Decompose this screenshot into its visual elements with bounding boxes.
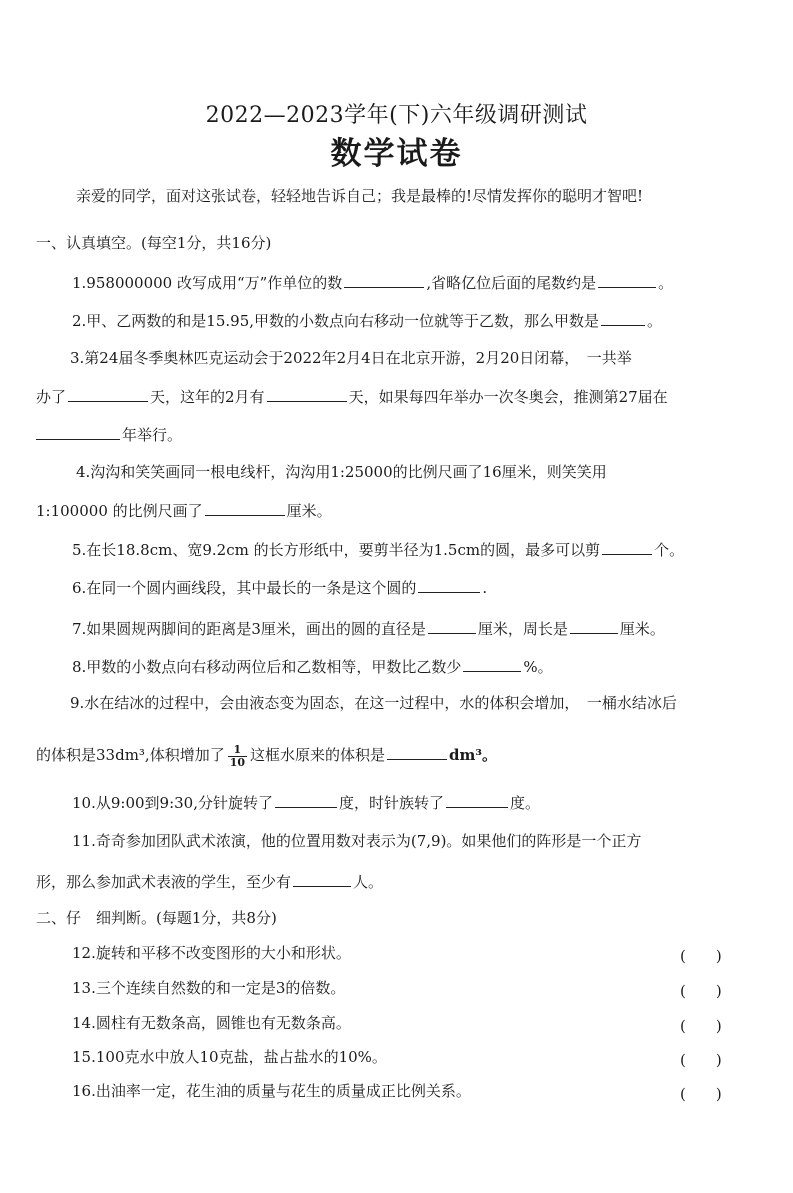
question-9-text-a: 的体积是33dm³,体积增加了 [36,746,225,764]
question-1-text-a: 1.958000000 改写成用“万”作单位的数 [72,274,343,292]
question-8 [72,656,553,677]
question-8-text-a: 8.甲数的小数点向右移动两位后和乙数相等，甲数比乙数少 [72,658,462,676]
greeting-text: 亲爱的同学，面对这张试卷，轻轻地告诉自己；我是最棒的!尽情发挥你的聪明才智吧! [76,187,644,205]
answer-blank[interactable] [205,500,285,516]
answer-blank[interactable] [68,386,148,402]
answer-parentheses[interactable]: ( ) [680,947,722,965]
question-2 [72,310,662,331]
answer-parentheses[interactable]: ( ) [680,1085,722,1103]
judge-item: 14.圆柱有无数条高，圆锥也有无数条高。 [72,1014,351,1032]
answer-blank[interactable] [428,618,476,634]
question-3-line-3 [36,424,182,445]
question-4-text-a: 1:100000 的比例尺画了 [36,502,203,520]
answer-blank[interactable] [463,656,521,672]
answer-parentheses[interactable]: ( ) [680,1017,722,1035]
exam-title: 2022—2023学年(下)六年级调研测试 [205,103,588,128]
question-1-text-c: 。 [658,274,674,292]
answer-blank[interactable] [601,310,645,326]
answer-blank[interactable] [418,577,480,593]
answer-parentheses[interactable]: ( ) [680,982,722,1000]
answer-parentheses[interactable]: ( ) [680,1051,722,1069]
judge-item: 15.100克水中放人10克盐，盐占盐水的10%。 [72,1048,387,1066]
question-2-text-b: 。 [647,312,663,330]
question-9-text-c: dm³。 [449,746,497,764]
question-3-line-2 [36,386,668,407]
question-11-line-1: 11.奇奇参加团队武术浓演，他的位置用数对表示为(7,9)。如果他们的阵形是一个正方 [72,832,642,850]
question-7-text-c: 厘米。 [619,620,665,638]
question-9-line-1: 9.水在结冰的过程中，会由液态变为固态，在这一过程中，水的体积会增加， 一桶水结冰后 [70,694,677,712]
judge-item: 16.出油率一定，花生油的质量与花生的质量成正比例关系。 [72,1082,471,1100]
question-9-text-b: 这框水原来的体积是 [250,746,386,764]
question-5-text-b: 个。 [654,541,685,559]
question-3-text-c: 天，如果每四年举办一次冬奥会，推测第27届在 [348,388,668,406]
question-7 [72,618,665,639]
question-10-text-a: 10.从9:00到9:30,分针旋转了 [72,794,273,812]
answer-blank[interactable] [36,424,120,440]
question-1 [72,272,673,293]
question-11-text-b: 人。 [353,873,384,891]
question-9-line-2 [36,742,497,769]
answer-blank[interactable] [446,792,508,808]
answer-blank[interactable] [293,871,351,887]
answer-blank[interactable] [387,744,447,760]
question-4-text-b: 厘米。 [286,502,332,520]
question-4-line-1: 4.沟沟和笑笑画同一根电线杆，沟沟用1:25000的比例尺画了16厘米，则笑笑用 [76,463,607,481]
question-2-text-a: 2.甲、乙两数的和是15.95,甲数的小数点向右移动一位就等于乙数，那么甲数是 [72,312,600,330]
question-3-text-a: 办了 [36,388,67,406]
question-11-text-a: 形，那么参加武术表液的学生，至少有 [36,873,292,891]
question-4-line-2 [36,500,332,521]
fraction-one-tenth [228,744,247,769]
question-7-text-b: 厘米，周长是 [477,620,568,638]
question-3-text-b: 天，这年的2月有 [150,388,265,406]
exam-subtitle: 数学试卷 [330,136,463,172]
question-5 [72,539,684,560]
question-5-text-a: 5.在长18.8cm、宽9.2cm 的长方形纸中，要剪半径为1.5cm的圆，最多可以剪 [72,541,601,559]
question-7-text-a: 7.如果圆规两脚间的距离是3厘米，画出的圆的直径是 [72,620,426,638]
question-1-text-b: ,省略亿位后面的尾数约是 [426,274,597,292]
question-10-text-b: 度，时针族转了 [339,794,445,812]
question-8-text-b: %。 [523,658,553,676]
question-10 [72,792,540,813]
fraction-denominator: 10 [229,755,246,769]
answer-blank[interactable] [275,792,337,808]
question-3-text-c2: 年举行。 [122,426,183,444]
answer-blank[interactable] [344,272,424,288]
answer-blank[interactable] [598,272,656,288]
question-3-line-1: 3.第24届冬季奥林匹克运动会于2022年2月4日在北京开游，2月20日闭幕， 一共举 [70,349,632,367]
judge-item: 13.三个连续自然数的和一定是3的倍数。 [72,979,346,997]
answer-blank[interactable] [570,618,618,634]
question-11-line-2 [36,871,383,892]
question-6 [72,577,487,598]
question-6-text-b: . [482,579,488,597]
fraction-numerator: 1 [228,744,247,757]
judge-item: 12.旋转和平移不改变图形的大小和形状。 [72,944,351,962]
answer-blank[interactable] [602,539,652,555]
section2-heading: 二、仔 细判断。(每题1分，共8分) [36,909,277,927]
question-10-text-c: 度。 [510,794,541,812]
section1-heading: 一、认真填空。(每空1分，共16分) [36,234,272,252]
answer-blank[interactable] [267,386,347,402]
question-6-text-a: 6.在同一个圆内画线段，其中最长的一条是这个圆的 [72,579,417,597]
